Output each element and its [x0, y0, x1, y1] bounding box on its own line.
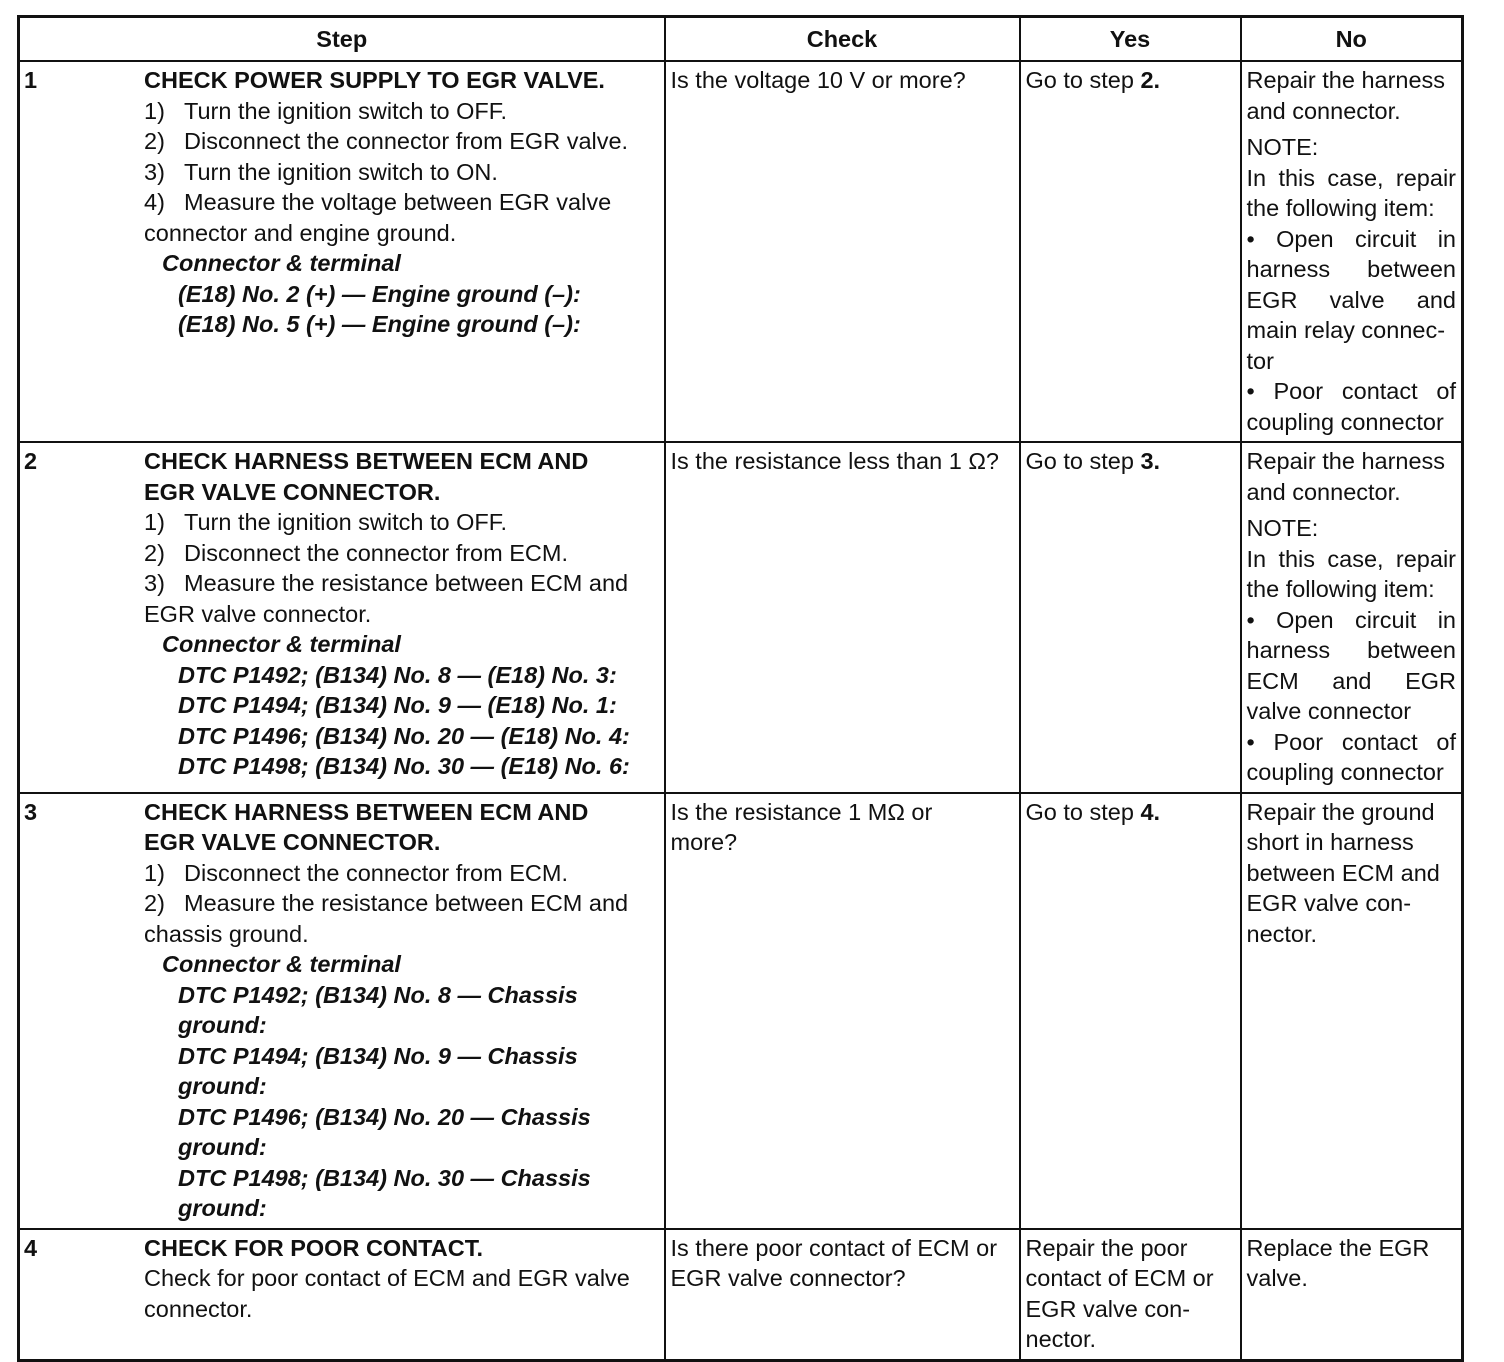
- header-check: Check: [665, 17, 1020, 62]
- sub-step-continued: EGR valve connector.: [144, 600, 372, 627]
- step-number: 4: [24, 1234, 38, 1261]
- step-number: 1: [24, 67, 38, 93]
- connector-terminal-heading: Connector & terminal: [162, 631, 401, 657]
- sub-step: 2) Disconnect the connector from ECM.: [144, 539, 568, 566]
- step-cell: [19, 793, 665, 1229]
- connector-terminal-line: (E18) No. 2 (+) — Engine ground (–):: [178, 280, 581, 307]
- check-cell: Is the resistance less than 1 Ω?: [665, 442, 1020, 793]
- table-row: [19, 61, 1463, 442]
- table-row: [19, 442, 1463, 793]
- sub-step: 3) Measure the resistance between ECM and: [144, 570, 629, 596]
- step-title: EGR VALVE CONNECTOR.: [144, 478, 441, 505]
- connector-terminal-heading: Connector & terminal: [162, 250, 401, 276]
- no-cell: Repair the harness and connector. NOTE: In this case, repair the following item: • Open circuit in harness between EGR valve and main relay connec- tor • Poor contact of coupling connector: [1241, 61, 1463, 442]
- diagnostic-table: [17, 15, 1464, 1362]
- sub-step-continued: chassis ground.: [144, 920, 309, 947]
- connector-terminal-line: DTC P1494; (B134) No. 9 — Chassis: [178, 1042, 578, 1069]
- header-yes: Yes: [1020, 17, 1241, 62]
- step-body-line: connector.: [144, 1295, 253, 1322]
- header-step: Step: [19, 17, 665, 62]
- sub-step: 1) Turn the ignition switch to OFF.: [144, 509, 508, 535]
- connector-terminal-line: DTC P1496; (B134) No. 20 — Chassis: [178, 1103, 591, 1130]
- sub-step: 3) Turn the ignition switch to ON.: [144, 158, 498, 185]
- check-cell: Is the voltage 10 V or more?: [665, 61, 1020, 442]
- sub-step: 1) Disconnect the connector from ECM.: [144, 859, 568, 886]
- step-title: CHECK FOR POOR CONTACT.: [144, 1234, 484, 1261]
- step-title: CHECK POWER SUPPLY TO EGR VALVE.: [144, 67, 605, 93]
- sub-step: 4) Measure the voltage between EGR valve: [144, 189, 612, 215]
- sub-step: 2) Disconnect the connector from EGR valve.: [144, 128, 629, 154]
- step-cell: [19, 1229, 665, 1361]
- connector-terminal-line: DTC P1496; (B134) No. 20 — (E18) No. 4:: [178, 722, 630, 749]
- table-row: [19, 793, 1463, 1229]
- sub-step: 2) Measure the resistance between ECM and: [144, 890, 629, 916]
- step-number: 3: [24, 798, 38, 825]
- yes-cell: Go to step 2.: [1020, 61, 1241, 442]
- connector-terminal-line: ground:: [178, 1195, 267, 1221]
- connector-terminal-line: DTC P1494; (B134) No. 9 — (E18) No. 1:: [178, 692, 617, 718]
- connector-terminal-line: ground:: [178, 1073, 267, 1099]
- check-cell: Is the resistance 1 MΩ or more?: [665, 793, 1020, 1229]
- note-label: NOTE:: [1246, 134, 1319, 160]
- connector-terminal-line: (E18) No. 5 (+) — Engine ground (–):: [178, 311, 581, 337]
- header-row: [19, 17, 1463, 62]
- no-cell: Repair the harness and connector. NOTE: In this case, repair the following item: • Open circuit in harness between ECM and EGR valve connector • Poor contact of coupling connector: [1241, 442, 1463, 793]
- step-cell: [19, 442, 665, 793]
- step-title: CHECK HARNESS BETWEEN ECM AND: [144, 798, 589, 825]
- header-no: No: [1241, 17, 1463, 62]
- sub-step-continued: connector and engine ground.: [144, 219, 457, 246]
- connector-terminal-line: ground:: [178, 1134, 267, 1160]
- sub-step: 1) Turn the ignition switch to OFF.: [144, 97, 508, 124]
- step-title: CHECK HARNESS BETWEEN ECM AND: [144, 448, 589, 474]
- check-cell: Is there poor contact of ECM or EGR valve connector?: [665, 1229, 1020, 1361]
- connector-terminal-line: ground:: [178, 1012, 267, 1038]
- step-body-line: Check for poor contact of ECM and EGR valve: [144, 1265, 630, 1291]
- table-row: [19, 1229, 1463, 1361]
- note-label: NOTE:: [1246, 515, 1319, 541]
- connector-terminal-line: DTC P1492; (B134) No. 8 — Chassis: [178, 981, 578, 1008]
- connector-terminal-heading: Connector & terminal: [162, 951, 401, 977]
- connector-terminal-line: DTC P1492; (B134) No. 8 — (E18) No. 3:: [178, 661, 617, 688]
- connector-terminal-line: DTC P1498; (B134) No. 30 — Chassis: [178, 1164, 591, 1191]
- yes-cell: Repair the poor contact of ECM or EGR valve con- nector.: [1020, 1229, 1241, 1361]
- yes-cell: Go to step 4.: [1020, 793, 1241, 1229]
- step-number: 2: [24, 448, 38, 474]
- no-cell: Repair the ground short in harness between ECM and EGR valve con- nector.: [1241, 793, 1463, 1229]
- yes-cell: Go to step 3.: [1020, 442, 1241, 793]
- no-cell: Replace the EGR valve.: [1241, 1229, 1463, 1361]
- step-title: EGR VALVE CONNECTOR.: [144, 829, 441, 855]
- connector-terminal-line: DTC P1498; (B134) No. 30 — (E18) No. 6:: [178, 753, 630, 779]
- step-cell: [19, 61, 665, 442]
